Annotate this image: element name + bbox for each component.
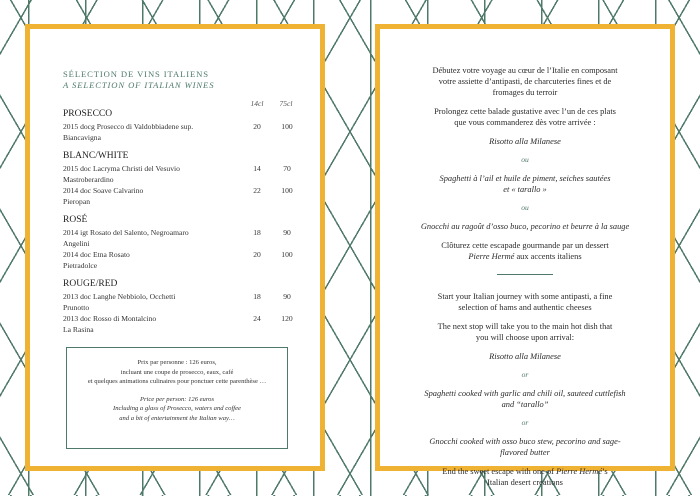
- fr-dish-spaghetti: [394, 173, 656, 195]
- price-en-line: Including a glass of Prosecco, waters and coffee: [113, 405, 241, 412]
- wine-section-red: [63, 279, 308, 335]
- en-dish-spaghetti: [394, 388, 656, 410]
- price-en-line: Price per person: 126 euros: [139, 395, 215, 403]
- en-dish-gnocchi-line: flavored butter: [500, 448, 550, 457]
- fr-dish-spaghetti-line: et « tarallo »: [503, 185, 547, 194]
- wine-section-rose: [63, 215, 308, 271]
- wine-item: [63, 163, 308, 185]
- en-next-line: The next stop will take you to the main hot dish that: [437, 322, 613, 331]
- or-separator: or: [521, 370, 529, 379]
- fr-dessert-line: Clôturez cette escapade gourmande par un dessert: [441, 241, 609, 250]
- section-title: ROSÉ: [63, 215, 88, 225]
- fr-dessert: [394, 240, 656, 262]
- fr-intro-line: Débutez votre voyage au cœur de l’Italie en composant: [432, 66, 618, 75]
- price-14cl: 20: [253, 250, 261, 259]
- price-14cl: 24: [253, 314, 261, 323]
- en-dish-gnocchi-line: Gnocchi cooked with osso buco stew, pecorino and sage-: [429, 437, 621, 446]
- wine-item: [63, 121, 308, 143]
- menu-title: SÉLECTION DE VINS ITALIENS: [63, 69, 209, 79]
- wine-section-prosecco: [63, 109, 308, 143]
- price-75cl: 100: [281, 186, 293, 195]
- fr-dishes: [394, 136, 656, 232]
- food-menu-text: [394, 65, 656, 496]
- wine-item: [63, 313, 308, 335]
- price-fr-line: incluant une coupe de prosecco, eaux, café: [120, 368, 234, 376]
- wine-name: 2015 docg Prosecco di Valdobbiadene sup.: [63, 122, 194, 131]
- en-intro-line: Start your Italian journey with some antipasti, a fine: [437, 292, 613, 301]
- pierre-herme-name: Pierre Hermé: [556, 467, 603, 476]
- food-menu-panel: [375, 24, 675, 487]
- wine-name: 2013 doc Rosso di Montalcino: [63, 314, 157, 323]
- price-75cl: 70: [283, 164, 291, 173]
- price-75cl: 100: [281, 250, 293, 259]
- section-title: ROUGE/RED: [63, 279, 118, 289]
- en-dishes: [394, 351, 656, 458]
- wine-menu-panel: [25, 24, 325, 471]
- en-dessert-suffix: ’s: [602, 467, 608, 476]
- language-divider: [497, 274, 553, 275]
- wine-producer: Mastroberardino: [63, 175, 114, 184]
- wine-item: [63, 291, 308, 313]
- pierre-herme-name: Pierre Hermé: [468, 252, 515, 261]
- price-fr-line: Prix par personne : 126 euros,: [137, 359, 217, 366]
- price-en-line: and a bit of entertainment the Italian way…: [119, 414, 235, 422]
- price-14cl: 22: [253, 186, 261, 195]
- en-dessert-line: End the sweet escape with one of: [442, 467, 557, 476]
- en-dish-spaghetti-line: Spaghetti cooked with garlic and chili oil, sauteed cuttlefish: [424, 389, 626, 398]
- fr-intro-line: votre assiette d’antipasti, de charcuteries fines et de: [438, 77, 612, 86]
- wine-item: [63, 227, 308, 249]
- en-next-line: you will choose upon arrival:: [475, 333, 575, 342]
- fr-next-line: Prolongez cette balade gustative avec l’un de ces plats: [434, 107, 616, 116]
- or-separator: ou: [521, 155, 529, 164]
- en-intro: [394, 291, 656, 313]
- wine-item: [63, 185, 308, 207]
- fr-dish-gnocchi: Gnocchi au ragoût d’osso buco, pecorino et beurre à la sauge: [420, 222, 630, 231]
- wine-producer: Biancavigna: [63, 133, 101, 142]
- or-separator: ou: [521, 203, 529, 212]
- en-next: [394, 321, 656, 343]
- fr-next: [394, 106, 656, 128]
- wine-producer: Prunotto: [63, 303, 90, 312]
- wine-producer: Pieropan: [63, 197, 90, 206]
- fr-dessert-suffix: aux accents italiens: [514, 252, 582, 261]
- en-intro-line: selection of hams and authentic cheeses: [458, 303, 592, 312]
- fr-intro: [394, 65, 656, 98]
- wine-name: 2013 doc Langhe Nebbiolo, Occhetti: [63, 292, 176, 301]
- fr-dish-spaghetti-line: Spaghetti à l’ail et huile de piment, seiches sautées: [439, 174, 611, 183]
- wine-section-white: [63, 151, 308, 207]
- wine-name: 2014 doc Soave Calvarino: [63, 186, 144, 195]
- price-75cl: 120: [281, 314, 293, 323]
- wine-name: 2014 igt Rosato del Salento, Negroamaro: [63, 228, 189, 237]
- fr-intro-line: fromages du terroir: [492, 88, 558, 97]
- en-dish-gnocchi: [394, 436, 656, 458]
- wine-list: [63, 109, 308, 343]
- size-header-75cl: 75cl: [279, 99, 293, 108]
- size-header-14cl: 14cl: [250, 99, 264, 108]
- en-dish-spaghetti-line: and “tarallo”: [501, 400, 549, 409]
- price-14cl: 18: [253, 228, 261, 237]
- wine-name: 2015 doc Lacryma Christi del Vesuvio: [63, 164, 180, 173]
- price-75cl: 90: [283, 228, 291, 237]
- wine-producer: Angelini: [63, 239, 90, 248]
- wine-producer: Pietradolce: [63, 261, 98, 270]
- price-info-english: [67, 395, 287, 424]
- wine-name: 2014 doc Etna Rosato: [63, 250, 130, 259]
- en-dish-risotto: Risotto alla Milanese: [489, 352, 561, 361]
- wine-item: [63, 249, 308, 271]
- wine-producer: La Rasina: [63, 325, 94, 334]
- price-info-french: [67, 358, 287, 387]
- fr-next-line: que vous commanderez dès votre arrivée :: [454, 118, 596, 127]
- menu-subtitle: A SELECTION OF ITALIAN WINES: [63, 80, 215, 90]
- fr-dish-risotto: Risotto alla Milanese: [489, 137, 561, 146]
- or-separator: or: [521, 418, 529, 427]
- section-title: PROSECCO: [63, 109, 113, 119]
- price-75cl: 100: [281, 122, 293, 131]
- price-fr-line: et quelques animations culinaires pour ponctuer cette parenthèse …: [87, 378, 267, 385]
- en-dessert: [394, 466, 656, 488]
- section-title: BLANC/WHITE: [63, 151, 129, 161]
- price-75cl: 90: [283, 292, 291, 301]
- en-dessert-line: Italian desert creations: [487, 478, 563, 487]
- price-14cl: 20: [253, 122, 261, 131]
- price-info-box: [66, 347, 288, 449]
- price-14cl: 18: [253, 292, 261, 301]
- price-14cl: 14: [253, 164, 261, 173]
